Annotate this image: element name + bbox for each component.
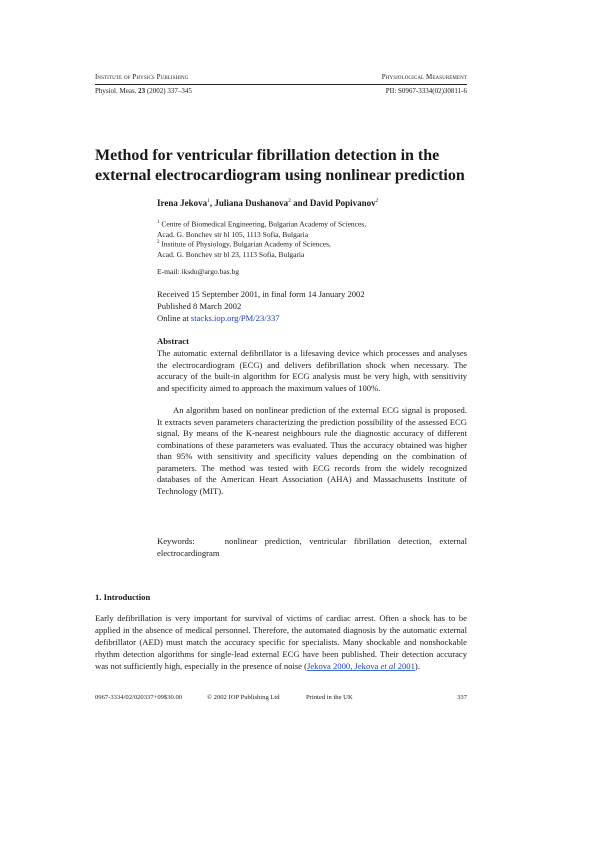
journal-name: Physiological Measurement — [381, 73, 467, 81]
author-list — [157, 198, 378, 208]
online-link[interactable]: stacks.iop.org/PM/23/337 — [190, 313, 280, 323]
author-separator: , — [209, 198, 215, 208]
publication-dates — [157, 288, 477, 324]
author-name: Juliana Dushanova — [214, 198, 289, 208]
page-number: 337 — [457, 694, 467, 701]
citation-year: 2001 — [395, 661, 415, 671]
author-separator: and — [290, 198, 310, 208]
citation-pages: (2002) 337–345 — [146, 87, 192, 95]
author-name: David Popivanov — [309, 198, 376, 208]
affiliation-line: Institute of Physiology, Bulgarian Academy of Sciences, — [161, 239, 331, 249]
keywords-label: Keywords: — [157, 536, 195, 546]
footer-code: 0967-3334/02/020337+09$30.00 — [95, 694, 183, 701]
pii-code: PII: S0967-3334(02)30811-6 — [385, 87, 467, 95]
body-text: Early defibrillation is very important for survival of victims of cardiac arrest. Often a shock has to be applied in the absence of medical personnel. Therefore, the automated diagnosis by the automatic external defibrillator (AED) must match the accuracy specific for specialists. Many shockable and nonshockable rhythm detection algorithms for single-lead external ECG have been published. Their detection accuracy was not sufficiently high, especially in the presence of noise ( — [95, 613, 467, 671]
abstract-paragraph: An algorithm based on nonlinear prediction of the external ECG signal is proposed. It extracts seven parameters characterizing the prediction possibility of the assessed ECG signal. By means of the K-nearest neighbours rule the diagnostic accuracy of different combinations of these parameters was evaluated. Thus the accuracy obtained was higher than 95% with sensitivity and specificity values depending on the combination of parameters. The method was tested with ECG records from the widely recognized databases of the American Heart Association (AHA) and Massachusetts Institute of Technology (MIT). — [157, 405, 467, 496]
affiliation-sup: 1 — [157, 220, 160, 225]
citation-prefix: Physiol. Meas. — [95, 87, 137, 95]
author-email: E-mail: iksdu@argo.bas.bg — [157, 267, 239, 276]
author-name: Irena Jekova — [157, 198, 208, 208]
citation-link[interactable]: Jekova 2000 — [307, 661, 351, 671]
abstract-heading: Abstract — [157, 336, 189, 346]
citation-volume: 23 — [138, 87, 146, 95]
received-date: Received 15 September 2001, in final form 14 January 2002 — [157, 289, 365, 299]
online-line — [157, 312, 477, 324]
affiliation-address: Acad. G. Bonchev str bl 23, 1113 Sofia, Bulgaria — [157, 249, 305, 259]
citation-separator: , — [350, 661, 355, 671]
affiliation-address: Acad. G. Bonchev str bl 105, 1113 Sofia, Bulgaria — [157, 229, 309, 239]
keywords — [157, 536, 467, 559]
article-title: Method for ventricular fibrillation detection in the external electrocardiogram using nonlinear prediction — [95, 147, 465, 184]
online-prefix: Online at — [157, 313, 191, 323]
published-date: Published 8 March 2002 — [157, 301, 242, 311]
affiliation-line: Centre of Biomedical Engineering, Bulgarian Academy of Sciences, — [161, 219, 367, 229]
body-text-end: ). — [414, 661, 420, 671]
header-rule — [95, 84, 467, 85]
citation-link[interactable] — [355, 661, 415, 671]
affiliation — [157, 218, 477, 240]
citation-etal: et al — [380, 661, 396, 671]
journal-citation — [95, 87, 192, 95]
author-affil-sup: 2 — [288, 198, 291, 204]
affiliation-sup: 2 — [157, 240, 160, 245]
section-heading: 1. Introduction — [95, 592, 151, 602]
affiliation — [157, 238, 477, 260]
publisher-name: Institute of Physics Publishing — [95, 73, 189, 81]
citation-author: Jekova — [354, 661, 381, 671]
body-paragraph — [95, 612, 467, 672]
footer-copyright: © 2002 IOP Publishing Ltd — [207, 694, 280, 701]
footer-printed: Printed in the UK — [306, 694, 353, 701]
abstract-paragraph: The automatic external defibrillator is a lifesaving device which processes and analyses the electrocardiogram (ECG) and delivers defibrillation shock when necessary. The accuracy of the built-in algorithm for ECG analysis must be very high, with sensitivity and specificity aimed to approach the maximum values of 100%. — [157, 348, 467, 393]
author-affil-sup: 1 — [207, 198, 210, 204]
keywords-text: nonlinear prediction, ventricular fibrillation detection, external electrocardiogram — [157, 536, 468, 558]
author-affil-sup: 2 — [375, 198, 379, 204]
